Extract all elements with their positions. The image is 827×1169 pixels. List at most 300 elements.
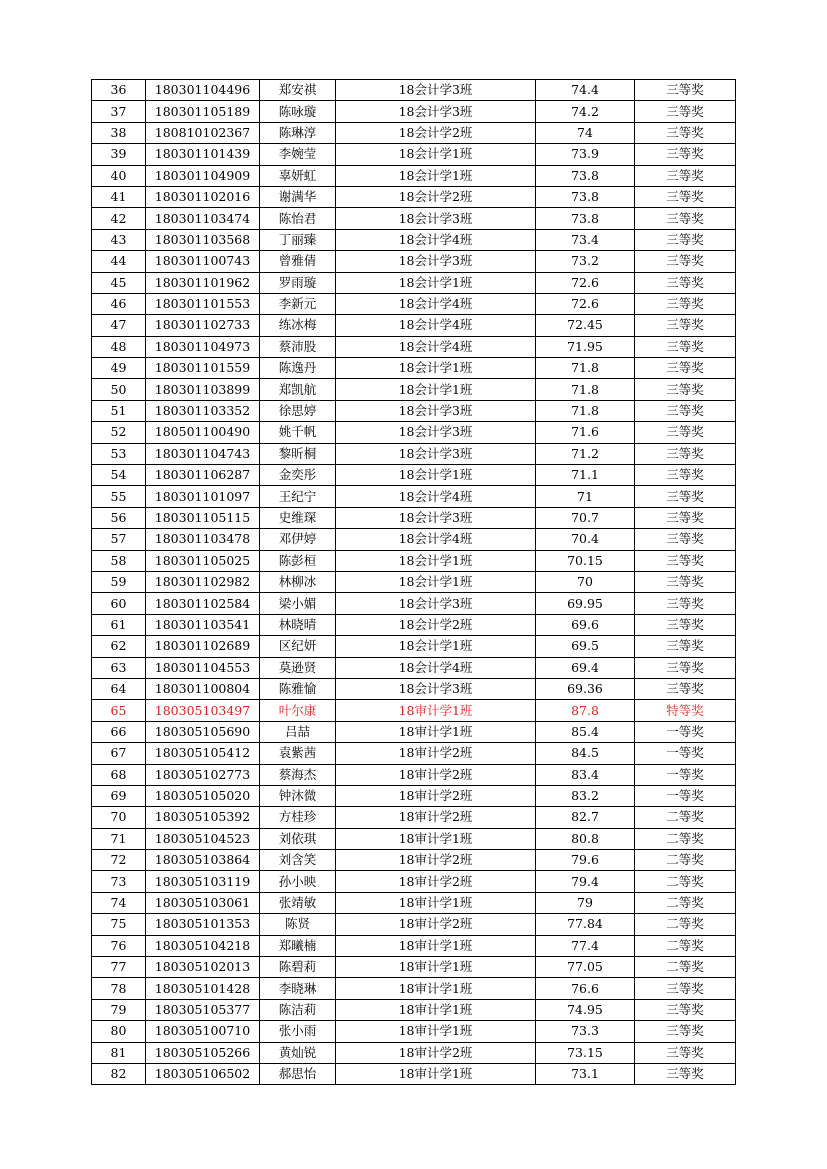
student-id-cell: 180301104743 (146, 443, 260, 464)
class-name-cell: 18会计学3班 (336, 80, 536, 101)
student-name-cell: 黎昕桐 (260, 443, 336, 464)
student-id-cell: 180301101553 (146, 293, 260, 314)
table-row (92, 700, 736, 721)
table-row (92, 507, 736, 528)
score-cell: 84.5 (536, 743, 635, 764)
student-name-cell: 钟沐微 (260, 785, 336, 806)
score-cell: 80.8 (536, 828, 635, 849)
score-cell: 83.4 (536, 764, 635, 785)
award-level-cell: 三等奖 (635, 678, 736, 699)
score-cell: 73.3 (536, 1021, 635, 1042)
score-cell: 72.6 (536, 293, 635, 314)
class-name-cell: 18会计学1班 (336, 165, 536, 186)
table-row (92, 186, 736, 207)
row-number-cell: 70 (92, 807, 146, 828)
award-level-cell: 三等奖 (635, 443, 736, 464)
row-number-cell: 67 (92, 743, 146, 764)
table-row (92, 208, 736, 229)
row-number-cell: 62 (92, 636, 146, 657)
class-name-cell: 18会计学1班 (336, 550, 536, 571)
student-name-cell: 陈逸丹 (260, 358, 336, 379)
class-name-cell: 18审计学2班 (336, 764, 536, 785)
student-id-cell: 180301103352 (146, 400, 260, 421)
award-level-cell: 三等奖 (635, 465, 736, 486)
score-cell: 69.5 (536, 636, 635, 657)
student-id-cell: 180305103497 (146, 700, 260, 721)
student-name-cell: 蔡沛股 (260, 336, 336, 357)
score-cell: 73.8 (536, 208, 635, 229)
row-number-cell: 69 (92, 785, 146, 806)
class-name-cell: 18会计学4班 (336, 529, 536, 550)
score-cell: 79.4 (536, 871, 635, 892)
class-name-cell: 18审计学2班 (336, 807, 536, 828)
class-name-cell: 18审计学2班 (336, 1042, 536, 1063)
class-name-cell: 18审计学1班 (336, 935, 536, 956)
table-row (92, 785, 736, 806)
award-level-cell: 三等奖 (635, 80, 736, 101)
award-level-cell: 三等奖 (635, 336, 736, 357)
row-number-cell: 47 (92, 315, 146, 336)
row-number-cell: 40 (92, 165, 146, 186)
row-number-cell: 73 (92, 871, 146, 892)
student-id-cell: 180301105189 (146, 101, 260, 122)
row-number-cell: 81 (92, 1042, 146, 1063)
score-cell: 72.45 (536, 315, 635, 336)
score-cell: 70.7 (536, 507, 635, 528)
table-row (92, 1063, 736, 1084)
award-level-cell: 三等奖 (635, 636, 736, 657)
student-id-cell: 180301100743 (146, 251, 260, 272)
student-id-cell: 180301101097 (146, 486, 260, 507)
student-id-cell: 180305100710 (146, 1021, 260, 1042)
student-id-cell: 180301101559 (146, 358, 260, 379)
student-id-cell: 180305101353 (146, 914, 260, 935)
row-number-cell: 55 (92, 486, 146, 507)
table-row (92, 315, 736, 336)
score-cell: 69.6 (536, 614, 635, 635)
table-row (92, 550, 736, 571)
student-id-cell: 180305105392 (146, 807, 260, 828)
award-level-cell: 三等奖 (635, 251, 736, 272)
class-name-cell: 18审计学2班 (336, 914, 536, 935)
student-id-cell: 180305105690 (146, 721, 260, 742)
table-row (92, 892, 736, 913)
student-name-cell: 黄灿锐 (260, 1042, 336, 1063)
row-number-cell: 54 (92, 465, 146, 486)
score-cell: 87.8 (536, 700, 635, 721)
student-name-cell: 陈洁莉 (260, 999, 336, 1020)
score-cell: 71 (536, 486, 635, 507)
row-number-cell: 56 (92, 507, 146, 528)
class-name-cell: 18会计学3班 (336, 593, 536, 614)
student-name-cell: 陈彭桓 (260, 550, 336, 571)
score-cell: 79 (536, 892, 635, 913)
award-level-cell: 三等奖 (635, 529, 736, 550)
class-name-cell: 18会计学4班 (336, 657, 536, 678)
score-cell: 72.6 (536, 272, 635, 293)
class-name-cell: 18审计学2班 (336, 850, 536, 871)
row-number-cell: 48 (92, 336, 146, 357)
award-level-cell: 三等奖 (635, 101, 736, 122)
student-name-cell: 谢满华 (260, 186, 336, 207)
class-name-cell: 18会计学2班 (336, 614, 536, 635)
score-cell: 71.1 (536, 465, 635, 486)
table-row (92, 721, 736, 742)
award-level-cell: 一等奖 (635, 743, 736, 764)
score-cell: 73.9 (536, 144, 635, 165)
row-number-cell: 65 (92, 700, 146, 721)
score-cell: 82.7 (536, 807, 635, 828)
student-id-cell: 180305101428 (146, 978, 260, 999)
award-level-cell: 三等奖 (635, 1063, 736, 1084)
table-row (92, 657, 736, 678)
class-name-cell: 18审计学1班 (336, 978, 536, 999)
student-id-cell: 180501100490 (146, 422, 260, 443)
score-cell: 74.2 (536, 101, 635, 122)
table-row (92, 336, 736, 357)
class-name-cell: 18会计学3班 (336, 251, 536, 272)
table-row (92, 743, 736, 764)
student-name-cell: 邓伊婷 (260, 529, 336, 550)
class-name-cell: 18会计学4班 (336, 315, 536, 336)
table-row (92, 122, 736, 143)
class-name-cell: 18会计学4班 (336, 293, 536, 314)
score-cell: 83.2 (536, 785, 635, 806)
score-cell: 73.8 (536, 165, 635, 186)
student-name-cell: 练冰梅 (260, 315, 336, 336)
student-id-cell: 180301105115 (146, 507, 260, 528)
award-level-cell: 三等奖 (635, 186, 736, 207)
student-id-cell: 180301102016 (146, 186, 260, 207)
student-name-cell: 叶尔康 (260, 700, 336, 721)
award-level-cell: 三等奖 (635, 593, 736, 614)
class-name-cell: 18会计学3班 (336, 443, 536, 464)
student-id-cell: 180305104523 (146, 828, 260, 849)
table-row (92, 358, 736, 379)
row-number-cell: 77 (92, 957, 146, 978)
score-cell: 71.95 (536, 336, 635, 357)
row-number-cell: 37 (92, 101, 146, 122)
student-id-cell: 180301106287 (146, 465, 260, 486)
award-level-cell: 三等奖 (635, 272, 736, 293)
student-name-cell: 陈琳淳 (260, 122, 336, 143)
class-name-cell: 18会计学1班 (336, 465, 536, 486)
student-name-cell: 丁丽臻 (260, 229, 336, 250)
score-cell: 74.4 (536, 80, 635, 101)
student-name-cell: 陈咏璇 (260, 101, 336, 122)
score-cell: 69.95 (536, 593, 635, 614)
student-name-cell: 孙小映 (260, 871, 336, 892)
score-cell: 70.15 (536, 550, 635, 571)
score-cell: 73.4 (536, 229, 635, 250)
score-cell: 70 (536, 571, 635, 592)
score-cell: 71.2 (536, 443, 635, 464)
score-cell: 69.4 (536, 657, 635, 678)
student-id-cell: 180301104496 (146, 80, 260, 101)
class-name-cell: 18会计学3班 (336, 208, 536, 229)
student-name-cell: 郑安祺 (260, 80, 336, 101)
table-row (92, 636, 736, 657)
row-number-cell: 72 (92, 850, 146, 871)
row-number-cell: 71 (92, 828, 146, 849)
award-level-cell: 三等奖 (635, 315, 736, 336)
student-name-cell: 姚千帆 (260, 422, 336, 443)
student-id-cell: 180305102013 (146, 957, 260, 978)
award-level-cell: 三等奖 (635, 1021, 736, 1042)
student-name-cell: 李新元 (260, 293, 336, 314)
table-row (92, 571, 736, 592)
class-name-cell: 18会计学3班 (336, 678, 536, 699)
student-name-cell: 辜妍虹 (260, 165, 336, 186)
award-level-cell: 三等奖 (635, 1042, 736, 1063)
row-number-cell: 61 (92, 614, 146, 635)
table-row (92, 914, 736, 935)
class-name-cell: 18会计学3班 (336, 400, 536, 421)
table-row (92, 165, 736, 186)
class-name-cell: 18会计学4班 (336, 486, 536, 507)
class-name-cell: 18审计学1班 (336, 700, 536, 721)
table-row (92, 251, 736, 272)
award-level-cell: 三等奖 (635, 422, 736, 443)
table-row (92, 1021, 736, 1042)
student-name-cell: 袁紫茜 (260, 743, 336, 764)
class-name-cell: 18审计学2班 (336, 743, 536, 764)
score-cell: 73.1 (536, 1063, 635, 1084)
class-name-cell: 18审计学2班 (336, 785, 536, 806)
student-id-cell: 180301104909 (146, 165, 260, 186)
award-table-body (92, 80, 736, 1085)
table-row (92, 999, 736, 1020)
student-name-cell: 曾雅倩 (260, 251, 336, 272)
student-name-cell: 张靖敏 (260, 892, 336, 913)
table-row (92, 764, 736, 785)
table-row (92, 465, 736, 486)
student-id-cell: 180305105266 (146, 1042, 260, 1063)
student-id-cell: 180305103119 (146, 871, 260, 892)
class-name-cell: 18审计学2班 (336, 871, 536, 892)
award-level-cell: 二等奖 (635, 957, 736, 978)
class-name-cell: 18会计学1班 (336, 379, 536, 400)
student-id-cell: 180301103474 (146, 208, 260, 229)
student-id-cell: 180305105412 (146, 743, 260, 764)
row-number-cell: 80 (92, 1021, 146, 1042)
student-id-cell: 180301102689 (146, 636, 260, 657)
row-number-cell: 76 (92, 935, 146, 956)
row-number-cell: 38 (92, 122, 146, 143)
award-level-cell: 三等奖 (635, 122, 736, 143)
row-number-cell: 59 (92, 571, 146, 592)
award-level-cell: 二等奖 (635, 892, 736, 913)
student-name-cell: 郑曦楠 (260, 935, 336, 956)
class-name-cell: 18审计学1班 (336, 1021, 536, 1042)
table-row (92, 293, 736, 314)
class-name-cell: 18会计学1班 (336, 571, 536, 592)
student-name-cell: 史维琛 (260, 507, 336, 528)
row-number-cell: 51 (92, 400, 146, 421)
score-cell: 74.95 (536, 999, 635, 1020)
score-cell: 77.84 (536, 914, 635, 935)
class-name-cell: 18会计学2班 (336, 122, 536, 143)
student-name-cell: 陈贤 (260, 914, 336, 935)
class-name-cell: 18审计学1班 (336, 999, 536, 1020)
student-id-cell: 180301100804 (146, 678, 260, 699)
score-cell: 71.8 (536, 400, 635, 421)
award-level-cell: 三等奖 (635, 571, 736, 592)
row-number-cell: 39 (92, 144, 146, 165)
award-level-cell: 三等奖 (635, 614, 736, 635)
award-level-cell: 三等奖 (635, 293, 736, 314)
row-number-cell: 49 (92, 358, 146, 379)
row-number-cell: 53 (92, 443, 146, 464)
score-cell: 79.6 (536, 850, 635, 871)
award-level-cell: 二等奖 (635, 935, 736, 956)
class-name-cell: 18审计学1班 (336, 892, 536, 913)
score-cell: 77.05 (536, 957, 635, 978)
table-row (92, 935, 736, 956)
row-number-cell: 46 (92, 293, 146, 314)
student-name-cell: 罗雨璇 (260, 272, 336, 293)
award-level-cell: 三等奖 (635, 999, 736, 1020)
award-level-cell: 三等奖 (635, 550, 736, 571)
class-name-cell: 18会计学1班 (336, 636, 536, 657)
award-level-cell: 二等奖 (635, 850, 736, 871)
score-cell: 73.2 (536, 251, 635, 272)
score-cell: 71.6 (536, 422, 635, 443)
class-name-cell: 18会计学3班 (336, 507, 536, 528)
row-number-cell: 36 (92, 80, 146, 101)
table-row (92, 486, 736, 507)
table-row (92, 807, 736, 828)
row-number-cell: 64 (92, 678, 146, 699)
table-row (92, 379, 736, 400)
class-name-cell: 18会计学1班 (336, 272, 536, 293)
student-name-cell: 蔡海杰 (260, 764, 336, 785)
table-row (92, 272, 736, 293)
award-level-cell: 三等奖 (635, 229, 736, 250)
student-id-cell: 180305105377 (146, 999, 260, 1020)
student-id-cell: 180301103541 (146, 614, 260, 635)
award-level-cell: 一等奖 (635, 764, 736, 785)
award-level-cell: 三等奖 (635, 507, 736, 528)
student-id-cell: 180301104973 (146, 336, 260, 357)
table-row (92, 529, 736, 550)
student-name-cell: 陈雅愉 (260, 678, 336, 699)
row-number-cell: 57 (92, 529, 146, 550)
student-name-cell: 莫逊贤 (260, 657, 336, 678)
student-name-cell: 梁小媚 (260, 593, 336, 614)
table-row (92, 678, 736, 699)
table-row (92, 400, 736, 421)
student-name-cell: 张小雨 (260, 1021, 336, 1042)
table-row (92, 144, 736, 165)
score-cell: 77.4 (536, 935, 635, 956)
student-id-cell: 180301102584 (146, 593, 260, 614)
award-level-cell: 三等奖 (635, 358, 736, 379)
student-name-cell: 陈怡君 (260, 208, 336, 229)
student-name-cell: 方桂珍 (260, 807, 336, 828)
class-name-cell: 18会计学1班 (336, 144, 536, 165)
award-level-cell: 三等奖 (635, 144, 736, 165)
student-id-cell: 180301101439 (146, 144, 260, 165)
class-name-cell: 18审计学1班 (336, 721, 536, 742)
student-name-cell: 李晓琳 (260, 978, 336, 999)
score-cell: 71.8 (536, 358, 635, 379)
student-name-cell: 徐思婷 (260, 400, 336, 421)
row-number-cell: 68 (92, 764, 146, 785)
student-name-cell: 李婉莹 (260, 144, 336, 165)
student-id-cell: 180305102773 (146, 764, 260, 785)
row-number-cell: 45 (92, 272, 146, 293)
award-level-cell: 三等奖 (635, 379, 736, 400)
student-id-cell: 180301101962 (146, 272, 260, 293)
table-row (92, 614, 736, 635)
student-id-cell: 180301103568 (146, 229, 260, 250)
row-number-cell: 58 (92, 550, 146, 571)
score-cell: 69.36 (536, 678, 635, 699)
award-level-cell: 二等奖 (635, 828, 736, 849)
student-id-cell: 180301105025 (146, 550, 260, 571)
class-name-cell: 18会计学3班 (336, 101, 536, 122)
student-id-cell: 180301103478 (146, 529, 260, 550)
class-name-cell: 18会计学4班 (336, 336, 536, 357)
score-cell: 71.8 (536, 379, 635, 400)
row-number-cell: 74 (92, 892, 146, 913)
table-row (92, 1042, 736, 1063)
class-name-cell: 18会计学3班 (336, 422, 536, 443)
student-id-cell: 180810102367 (146, 122, 260, 143)
student-id-cell: 180305104218 (146, 935, 260, 956)
class-name-cell: 18会计学4班 (336, 229, 536, 250)
student-id-cell: 180305103864 (146, 850, 260, 871)
row-number-cell: 50 (92, 379, 146, 400)
table-row (92, 101, 736, 122)
table-row (92, 978, 736, 999)
award-level-cell: 三等奖 (635, 978, 736, 999)
row-number-cell: 44 (92, 251, 146, 272)
award-level-cell: 三等奖 (635, 208, 736, 229)
score-cell: 73.8 (536, 186, 635, 207)
row-number-cell: 43 (92, 229, 146, 250)
student-name-cell: 刘依琪 (260, 828, 336, 849)
row-number-cell: 82 (92, 1063, 146, 1084)
score-cell: 74 (536, 122, 635, 143)
table-row (92, 593, 736, 614)
award-level-cell: 二等奖 (635, 914, 736, 935)
student-name-cell: 郑凯航 (260, 379, 336, 400)
award-level-cell: 三等奖 (635, 165, 736, 186)
row-number-cell: 79 (92, 999, 146, 1020)
table-row (92, 80, 736, 101)
student-name-cell: 区纪妍 (260, 636, 336, 657)
class-name-cell: 18审计学1班 (336, 828, 536, 849)
award-level-cell: 三等奖 (635, 400, 736, 421)
score-cell: 85.4 (536, 721, 635, 742)
table-row (92, 443, 736, 464)
award-level-cell: 三等奖 (635, 657, 736, 678)
student-name-cell: 林柳冰 (260, 571, 336, 592)
class-name-cell: 18审计学1班 (336, 1063, 536, 1084)
student-id-cell: 180301102733 (146, 315, 260, 336)
award-table (91, 79, 736, 1085)
score-cell: 70.4 (536, 529, 635, 550)
table-row (92, 828, 736, 849)
row-number-cell: 41 (92, 186, 146, 207)
student-id-cell: 180301102982 (146, 571, 260, 592)
award-level-cell: 二等奖 (635, 871, 736, 892)
class-name-cell: 18审计学1班 (336, 957, 536, 978)
award-level-cell: 一等奖 (635, 721, 736, 742)
student-name-cell: 金奕彤 (260, 465, 336, 486)
